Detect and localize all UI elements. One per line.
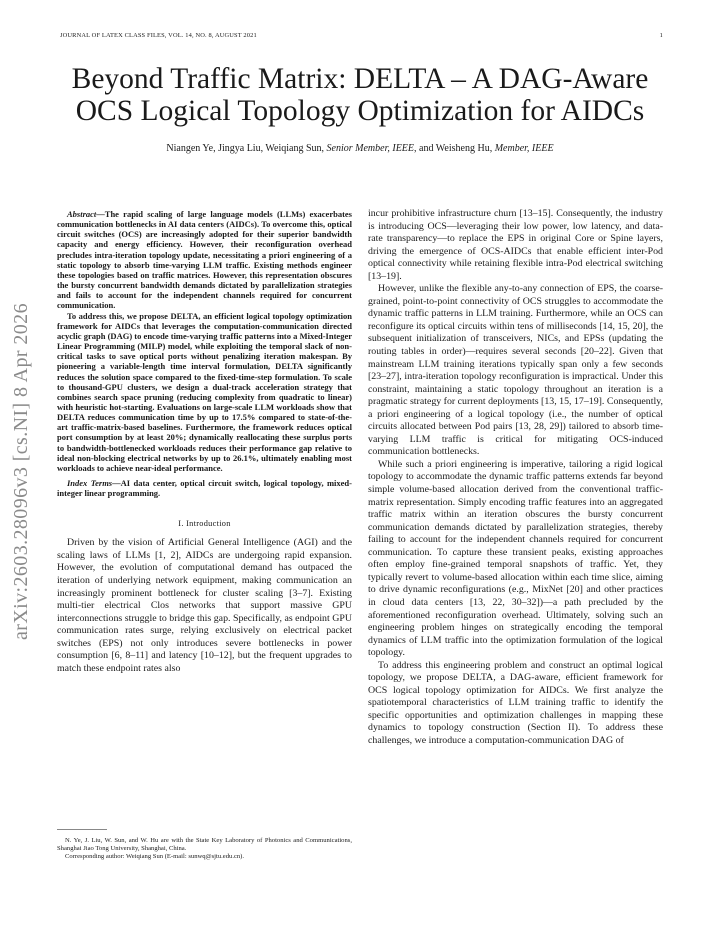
left-column [57,209,352,675]
footnote-corresponding-author: Corresponding author: Weiqiang Sun (E-mail: sunwq@sjtu.edu.cn). [65,853,245,861]
author-list [60,143,660,154]
running-header [60,32,663,39]
introduction-body [57,537,352,675]
right-paragraph-4: To address this engineering problem and construct an optimal logical topology, we propose DELTA, a DAG-aware, efficient framework for OCS logical topology optimization for AIDCs. We first analyze the spatiotemporal characteristics of LLM training traffic to identify the specific opportunities and optimization challenges in mapping these dynamics to topology construction (Section II). To address these challenges, we introduce a computation-communication DAG of [368,659,663,746]
right-column [368,208,663,748]
index-terms-label: Index Terms [67,478,113,489]
author-names: Niangen Ye, Jingya Liu, Weiqiang Sun, [166,143,327,154]
footnote [57,837,352,862]
author-affiliation-member: Member, IEEE [494,143,554,154]
abstract [57,209,352,473]
introduction-paragraph-1: Driven by the vision of Artificial General Intelligence (AGI) and the scaling laws of LLMs [1, 2], AIDCs are undergoing rapid expansion. However, the evolution of computational demand has outpaced the iteration of underlying network equipment, making communication an increasingly prominent bottleneck for cluster scaling [3–7]. Existing multi-tier electrical Clos networks that support massive GPU interconnections struggle to bridge this gap. Specifically, as endpoint GPU communication rates surge, relying exclusively on electrical packet switches (EPS) not only introduces severe bottlenecks in power consumption [6, 8–11] and latency [10–12], but the frequent upgrades to match these endpoint rates also [57,537,352,674]
abstract-paragraph-1: Abstract—The rapid scaling of large language models (LLMs) exacerbates communication bottlenecks in AI data centers (AIDCs). To overcome this, optical circuit switches (OCS) are increasingly adopted for their superior bandwidth capacity and energy efficiency. However, their reconfiguration overhead precludes intra-iteration topology update, necessitating a priori engineering of a static topology to absorb time-varying LLM traffic. Existing methods engineer these topologies based on traffic matrices. However, this representation obscures the bursty concurrent bandwidth demands dictated by parallelization strategies and fails to account for the independent channels required for concurrent communication. [57,209,352,311]
author-affiliation-senior: Senior Member, IEEE [326,143,415,154]
author-names-tail: , and Weisheng Hu, [414,143,495,154]
right-paragraph-2: However, unlike the flexible any-to-any connection of EPS, the coarse-grained, point-to-point connectivity of OCS struggles to accommodate the dynamic traffic patterns in LLM training. Furthermore, while an OCS can reconfigure its optical circuits within tens of milliseconds [14, 15, 20], the subsequent initialization of transceivers, NICs, and EPSs (updating the routing tables in order)—requires several seconds [20–22]. Given that mainstream LLM training iterations typically span only a few seconds [23–27], intra-iteration topology reconfiguration is impractical. Under this constraint, maintaining a static topology throughout an iteration is a pragmatic strategy for current deployments [13, 15, 17–19]. Consequently, a priori engineering of a logical topology (i.e., the number of optical circuits allocated between Pod pairs [13, 28, 29]) tailored to absorb time-varying LLM traffic is critical for mitigating OCS-induced communication bottlenecks. [368,283,663,458]
section-heading-introduction: I. Introduction [178,519,231,529]
footnote-divider [57,829,107,830]
right-paragraph-3: While such a priori engineering is imperative, tailoring a rigid logical topology to accommodate the dynamic traffic patterns extends far beyond simple volume-based allocation derived from the conventional traffic-matrix representation. Simply encoding traffic features into an aggregated traffic matrix within an iteration obscures the bursty concurrent communication demands dictated by parallelization strategies, thereby failing to account for the independent channels required for concurrent communication. To capture these transient peaks, existing approaches often employ fine-grained temporal snapshots of traffic. Yet, they typically revert to volume-based allocation within each time slice, aiming to drive dynamic reconfigurations (e.g., MixNet [20] and other practices in cloud data centers [13, 22, 30–32])—a path precluded by the aforementioned reconfiguration overhead. Ultimately, solving such an engineering problem hinges on strategically encoding the temporal dynamics of LLM traffic into the optimization formulation of the logical topology. [368,458,663,659]
abstract-label: Abstract [67,209,97,219]
index-terms: Index Terms—AI data center, optical circuit switch, logical topology, mixed-integer linear programming. [57,478,352,499]
abstract-paragraph-2: To address this, we propose DELTA, an efficient logical topology optimization framework for AIDCs that leverages the computation-communication directed acyclic graph (DAG) to encode time-varying traffic patterns into a Mixed-Integer Linear Programming (MILP) model, while exploiting the temporal slack of non-critical tasks to save optical ports without penalizing iteration makespan. By pioneering a variable-length time interval formulation, DELTA significantly reduces the solution space compared to the fixed-time-step formulation. To scale to thousand-GPU clusters, we design a dual-track acceleration strategy that combines search space pruning (reducing complexity from quadratic to linear) with heuristic hot-starting. Evaluations on large-scale LLM workloads show that DELTA reduces communication time by up to 17.5% compared to state-of-the-art traffic-matrix-based baselines. Furthermore, the framework reduces optical port consumption by at least 20%; dynamically reallocating these surplus ports to bandwidth-bottlenecked workloads reduces their performance gap relative to ideal non-blocking electrical networks by up to 26.1%, ultimately enabling most workloads to achieve near-ideal performance. [57,310,352,473]
footnote-affiliation: N. Ye, J. Liu, W. Sun, and W. Hu are with the State Key Laboratory of Photonics and Communications, Shanghai Jiao Tong University, Shanghai, China. [57,837,352,853]
journal-header: JOURNAL OF LATEX CLASS FILES, VOL. 14, NO. 8, AUGUST 2021 [60,32,257,39]
right-paragraph-continuation: incur prohibitive infrastructure churn [13–15]. Consequently, the industry is introducing OCS—leveraging their low power, low latency, and data-rate transparency—to replace the EPS in original Core or Spine layers, driving the emergence of OCS-AIDCs that enable efficient inter-Pod optical connectivity while retaining flexible intra-Pod electrical switching [13–19]. [368,208,663,282]
paper-title: Beyond Traffic Matrix: DELTA – A DAG-Aware OCS Logical Topology Optimization for AIDCs [71,63,649,127]
arxiv-identifier: arXiv:2603.28096v3 [cs.NI] 8 Apr 2026 [10,303,32,640]
page-number: 1 [659,32,663,39]
